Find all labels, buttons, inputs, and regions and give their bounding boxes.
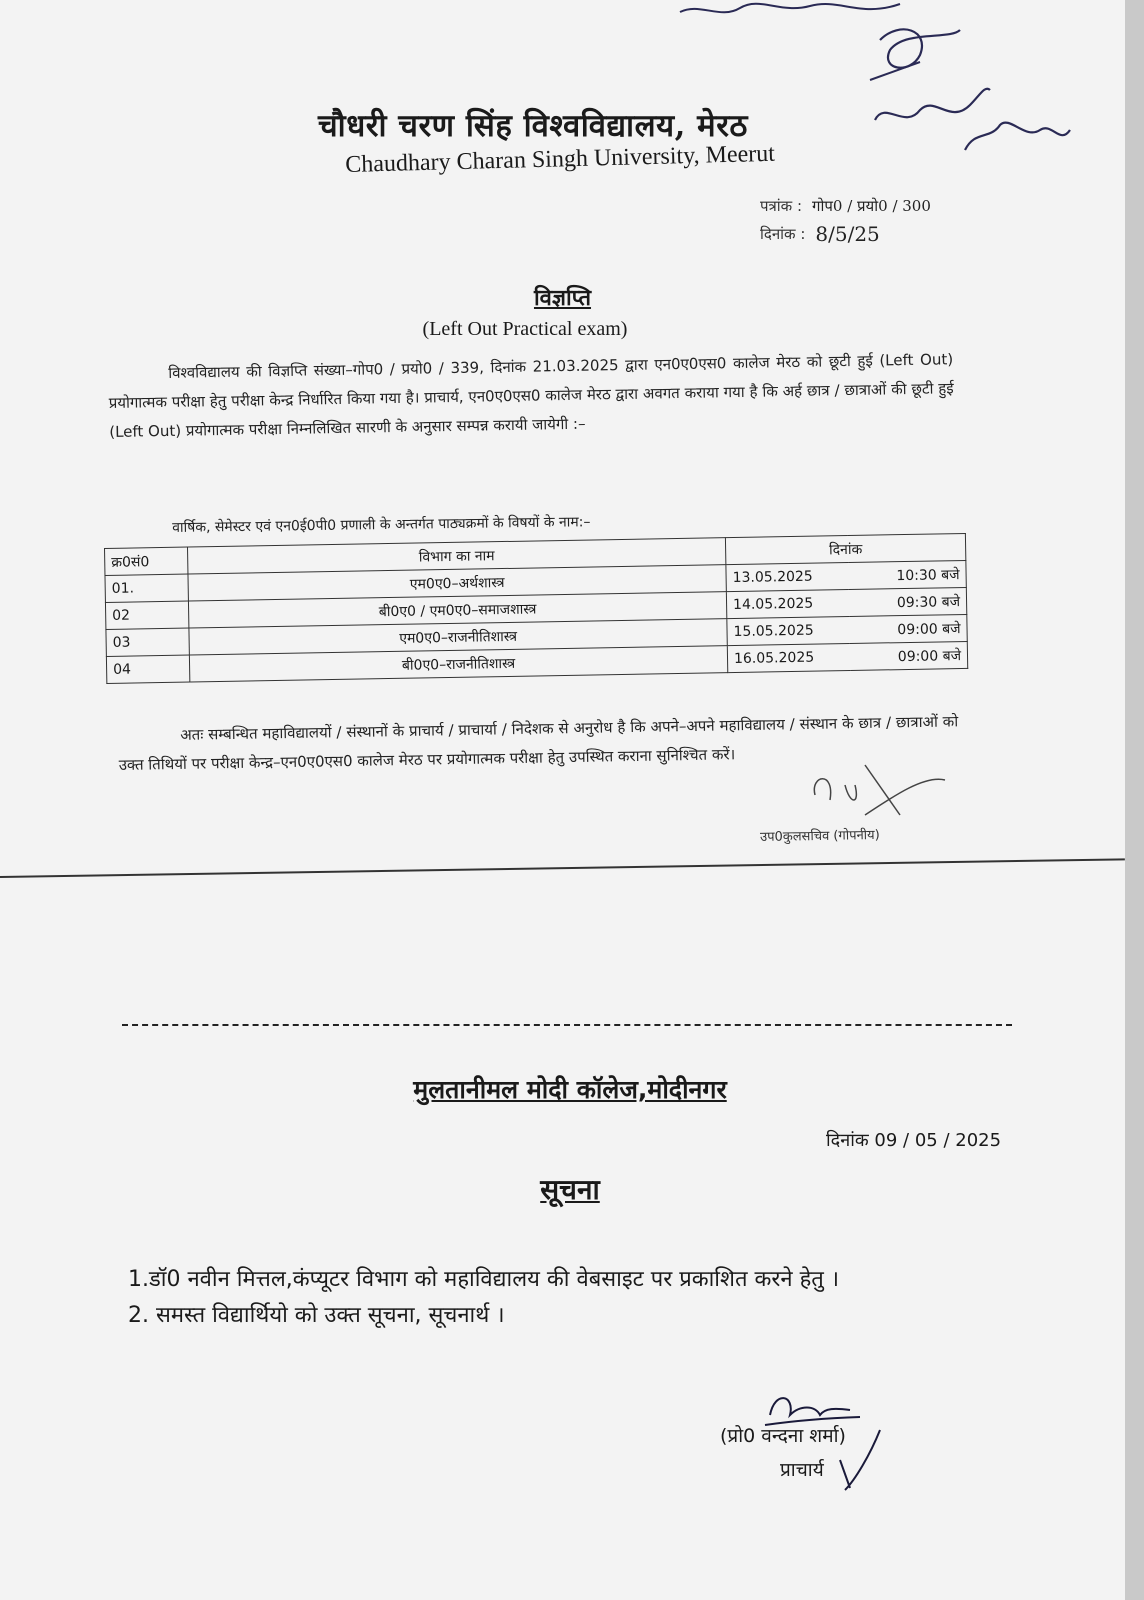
college-notice-title: सूचना (540, 1173, 600, 1206)
cell-dept: बी0ए0–राजनीतिशास्त्र (189, 646, 727, 682)
header-date: दिनांक (725, 533, 965, 564)
cell-date: 13.05.2025 (726, 563, 849, 592)
exam-schedule-table (104, 533, 968, 684)
principal-name: (प्रो0 वन्दना शर्मा) (720, 1425, 846, 1447)
cell-dept: एम0ए0–अर्थशास्त्र (188, 565, 726, 601)
notice-paragraph-2: अतः सम्बन्धित महाविद्यालयों / संस्थानों के प्राचार्य / प्राचार्या / निदेशक से अनुरोध है कि अपने–अपने महाविद्यालय / संस्थान के छात्र / छात्राओं को उक्त तिथियों पर परीक्षा केन्द्र–एन0ए0एस0 कालेज मेरठ पर प्रयोगात्मक परीक्षा हेतु उपस्थित कराना सुनिश्चित करें। (118, 712, 959, 774)
notice-subheading: वार्षिक, सेमेस्टर एवं एन0ई0पी0 प्रणाली के अन्तर्गत पाठ्यक्रमों के विषयों के नाम:– (172, 514, 591, 536)
cell-date: 14.05.2025 (726, 590, 849, 619)
header-sn: क्र0सं0 (105, 547, 188, 575)
deputy-registrar-signatory: उप0कुलसचिव (गोपनीय) (759, 827, 880, 846)
cell-date: 15.05.2025 (727, 617, 850, 646)
notice-paragraph-1: विश्वविद्यालय की विज्ञप्ति संख्या–गोप0 / प्रयो0 / 339, दिनांक 21.03.2025 द्वारा एन0ए0एस0 कालेज मेरठ को छूटी हुई (Left Out) प्रयोगात्मक परीक्षा हेतु परीक्षा केन्द्र निर्धारित किया गया है। प्राचार्य, एन0ए0एस0 कालेज मेरठ द्वारा अवगत कराया गया है कि अर्ह छात्र / छात्राओं की छूटी हुई (Left Out) प्रयोगात्मक परीक्षा निम्नलिखित सारणी के अनुसार सम्पन्न करायी जायेगी :– (108, 350, 954, 441)
cell-dept: बी0ए0 / एम0ए0–समाजशास्त्र (188, 592, 726, 628)
ref-date-label: दिनांक : (760, 225, 806, 243)
principal-title: प्राचार्य (780, 1459, 824, 1481)
list-item: 1.डॉ0 नवीन मित्तल,कंप्यूटर विभाग को महाविद्यालय की वेबसाइट पर प्रकाशित करने हेतु । (128, 1267, 840, 1292)
cell-time: 09:00 बजे (849, 614, 967, 643)
cell-sn: 03 (106, 628, 189, 656)
cell-dept: एम0ए0–राजनीतिशास्त्र (189, 619, 727, 655)
cell-sn: 01. (105, 574, 188, 602)
background-strip (1125, 0, 1144, 1600)
list-item: 2. समस्त विद्यार्थियो को उक्त सूचना, सूचनार्थ । (128, 1303, 505, 1328)
cell-sn: 04 (106, 655, 189, 683)
cell-time: 10:30 बजे (848, 560, 966, 589)
notice-title-hindi: विज्ञप्ति (533, 286, 592, 311)
cell-time: 09:00 बजे (850, 641, 968, 670)
letter-no-label: पत्रांक : (760, 197, 803, 215)
header-dept: विभाग का नाम (187, 538, 725, 574)
college-notice-date: दिनांक 09 / 05 / 2025 (826, 1130, 1002, 1151)
ref-date-value: 8/5/25 (815, 222, 880, 246)
notice-title-english: (Left Out Practical exam) (422, 318, 628, 340)
reference-block (760, 192, 931, 248)
college-notice-items (128, 1262, 988, 1334)
cell-time: 09:30 बजे (849, 587, 967, 616)
university-name-hindi: चौधरी चरण सिंह विश्वविद्यालय, मेरठ (318, 108, 748, 144)
university-name-english: Chaudhary Charan Singh University, Meerut (345, 140, 776, 178)
separator-line (122, 1024, 1012, 1026)
cell-sn: 02 (105, 601, 188, 629)
college-name: मुलतानीमल मोदी कॉलेज,मोदीनगर (413, 1075, 727, 1104)
cell-date: 16.05.2025 (727, 643, 850, 672)
letter-no-value: गोप0 / प्रयो0 / 300 (812, 197, 931, 215)
